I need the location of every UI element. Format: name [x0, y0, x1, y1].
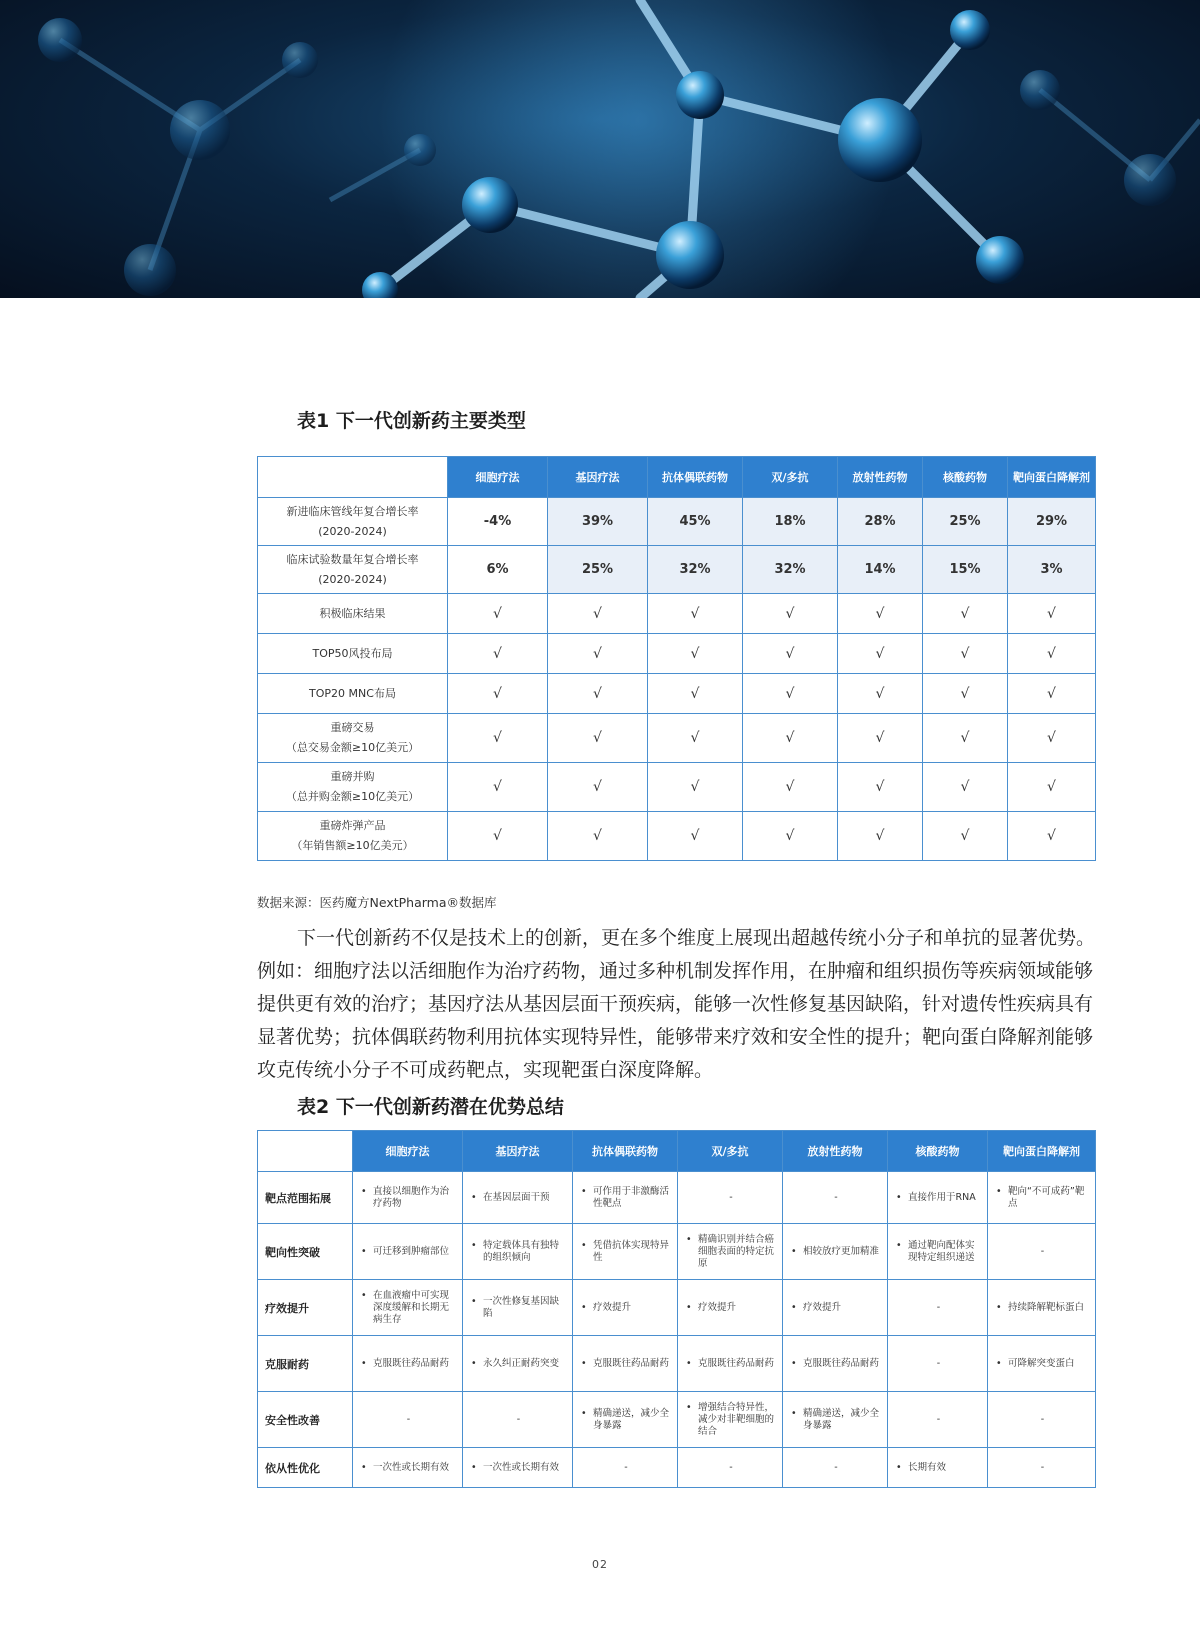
- bullet-icon: •: [686, 1233, 692, 1245]
- bullet-icon: •: [361, 1245, 367, 1257]
- table2-cell-text: 直接作用于RNA: [908, 1191, 976, 1203]
- table2-cell-text: 精确递送，减少全身暴露: [593, 1407, 670, 1431]
- table2-cell: [573, 1280, 678, 1336]
- table2-cell: -: [678, 1448, 783, 1488]
- table2-row: [258, 1392, 1096, 1448]
- table1-col-header: 靶向蛋白降解剂: [1008, 457, 1096, 498]
- bullet-icon: •: [896, 1461, 902, 1473]
- table2-bullet-item: [471, 1192, 566, 1204]
- table1-row-label-line: (2020-2024): [318, 572, 387, 586]
- table2-bullet-item: [471, 1462, 566, 1474]
- table2-row-label: 疗效提升: [258, 1280, 353, 1336]
- table1-cell: √: [838, 594, 923, 634]
- table2-cell-text: 可迁移到肿瘤部位: [373, 1245, 450, 1257]
- bullet-icon: •: [361, 1185, 367, 1197]
- table1-row-label-line: 新进临床管线年复合增长率: [286, 504, 419, 518]
- table2-cell: [988, 1172, 1096, 1224]
- table2-cell-text: 可作用于非激酶活性靶点: [593, 1185, 670, 1209]
- table1-row-label-line: 重磅交易: [330, 721, 375, 734]
- table2-row-label: 靶向性突破: [258, 1224, 353, 1280]
- table1-cell: √: [923, 812, 1008, 861]
- table2-cell: [783, 1336, 888, 1392]
- table2-cell: [463, 1172, 573, 1224]
- table1-cell: 45%: [648, 498, 743, 546]
- table2-col-header: 放射性药物: [783, 1131, 888, 1172]
- table2-cell: -: [463, 1392, 573, 1448]
- table2-cell-text: 疗效提升: [698, 1301, 737, 1313]
- table1-row-label-line: （总并购金额≥10亿美元）: [285, 790, 420, 803]
- table2-bullet-item: [581, 1302, 671, 1314]
- table1-cell: √: [1008, 763, 1096, 812]
- table2-col-header: 基因疗法: [463, 1131, 573, 1172]
- table2-cell: -: [783, 1172, 888, 1224]
- table2-bullet-item: [791, 1302, 881, 1314]
- table2-col-header: 抗体偶联药物: [573, 1131, 678, 1172]
- table2-cell: [463, 1280, 573, 1336]
- table2-bullet-item: [581, 1408, 671, 1432]
- table2-row: [258, 1172, 1096, 1224]
- table1-row-label: [258, 498, 448, 546]
- table2-cell-text: 增强结合特异性，减少对非靶细胞的结合: [698, 1401, 775, 1437]
- table1-cell: √: [743, 714, 838, 763]
- table1-cell: √: [923, 634, 1008, 674]
- bullet-icon: •: [686, 1357, 692, 1369]
- table1-cell: √: [648, 674, 743, 714]
- table1-cell: 29%: [1008, 498, 1096, 546]
- table1-cell: √: [838, 763, 923, 812]
- table2-cell: [888, 1448, 988, 1488]
- table2-cell-text: 在血液瘤中可实现深度缓解和长期无病生存: [373, 1289, 450, 1325]
- table2-cell: [783, 1392, 888, 1448]
- table2-bullet-item: [791, 1408, 881, 1432]
- table1-cell: √: [838, 812, 923, 861]
- table2-cell-text: 可降解突变蛋白: [1008, 1357, 1075, 1369]
- table2-advantages-summary: [257, 1130, 1096, 1488]
- table1-row-label-line: 重磅并购: [330, 770, 375, 783]
- table1-cell: √: [448, 594, 548, 634]
- table1-cell: 18%: [743, 498, 838, 546]
- table2-cell: [783, 1224, 888, 1280]
- table1-row-label-line: (2020-2024): [318, 524, 387, 538]
- table2-bullet-item: [686, 1402, 776, 1438]
- table1-row: [258, 546, 1096, 594]
- table2-cell: [678, 1224, 783, 1280]
- bullet-icon: •: [471, 1357, 477, 1369]
- table2-cell-text: 特定载体具有独特的组织倾向: [483, 1239, 560, 1263]
- table1-cell: √: [1008, 594, 1096, 634]
- table1-cell: √: [923, 714, 1008, 763]
- table2-cell-text: 一次性或长期有效: [373, 1461, 450, 1473]
- table2-cell: [353, 1280, 463, 1336]
- table2-cell-text: 克服既往药品耐药: [698, 1357, 775, 1369]
- table2-row: [258, 1448, 1096, 1488]
- table2-row: [258, 1336, 1096, 1392]
- bullet-icon: •: [581, 1301, 587, 1313]
- table1-cell: √: [838, 714, 923, 763]
- table2-bullet-item: [896, 1462, 981, 1474]
- table1-title: 表1 下一代创新药主要类型: [297, 410, 526, 432]
- table1-cell: √: [923, 763, 1008, 812]
- table1-cell: √: [1008, 714, 1096, 763]
- table2-cell-text: 疗效提升: [593, 1301, 632, 1313]
- table2-bullet-item: [791, 1358, 881, 1370]
- table2-cell: [463, 1448, 573, 1488]
- table1-cell: √: [548, 634, 648, 674]
- table1-cell: √: [1008, 674, 1096, 714]
- table2-cell-text: 精确递送，减少全身暴露: [803, 1407, 880, 1431]
- molecule-banner-image: [0, 0, 1200, 298]
- table1-row: [258, 498, 1096, 546]
- bullet-icon: •: [581, 1407, 587, 1419]
- table2-row: [258, 1280, 1096, 1336]
- table2-bullet-item: [996, 1186, 1089, 1210]
- table1-row-label-line: TOP50风投布局: [312, 646, 393, 660]
- table2-cell-text: 永久纠正耐药突变: [483, 1357, 560, 1369]
- table2-cell: -: [888, 1336, 988, 1392]
- table1-cell: √: [648, 594, 743, 634]
- table2-bullet-item: [686, 1234, 776, 1270]
- bullet-icon: •: [686, 1301, 692, 1313]
- table2-cell: [573, 1224, 678, 1280]
- table2-bullet-item: [686, 1302, 776, 1314]
- table2-cell: [353, 1224, 463, 1280]
- table1-row-label-line: 临床试验数量年复合增长率: [286, 552, 419, 566]
- table2-cell-text: 一次性或长期有效: [483, 1461, 560, 1473]
- table1-row: [258, 634, 1096, 674]
- bullet-icon: •: [361, 1289, 367, 1301]
- table2-bullet-item: [361, 1462, 456, 1474]
- table1-cell: 25%: [548, 546, 648, 594]
- table2-cell: [353, 1448, 463, 1488]
- table1-row-label: [258, 763, 448, 812]
- table2-cell: [573, 1392, 678, 1448]
- table1-row: [258, 594, 1096, 634]
- table1-row-label-line: （总交易金额≥10亿美元）: [285, 741, 420, 754]
- table1-cell: √: [448, 763, 548, 812]
- table1-cell: √: [1008, 812, 1096, 861]
- table1-cell: 6%: [448, 546, 548, 594]
- table2-title: 表2 下一代创新药潜在优势总结: [297, 1096, 564, 1118]
- table2-cell-text: 克服既往药品耐药: [803, 1357, 880, 1369]
- table2-bullet-item: [686, 1358, 776, 1370]
- table1-corner: [258, 457, 448, 498]
- table2-bullet-item: [471, 1358, 566, 1370]
- body-paragraph: 下一代创新药不仅是技术上的创新，更在多个维度上展现出超越传统小分子和单抗的显著优势。例如：细胞疗法以活细胞作为治疗药物，通过多种机制发挥作用，在肿瘤和组织损伤等疾病领域能够提供更有效的治疗；基因疗法从基因层面干预疾病，能够一次性修复基因缺陷，针对遗传性疾病具有显著优势；抗体偶联药物利用抗体实现特异性，能够带来疗效和安全性的提升；靶向蛋白降解剂能够攻克传统小分子不可成药靶点，实现靶蛋白深度降解。: [257, 927, 1096, 1081]
- data-source-note: 数据来源：医药魔方NextPharma®数据库: [257, 895, 497, 910]
- table2-cell-text: 直接以细胞作为治疗药物: [373, 1185, 450, 1209]
- table1-cell: √: [548, 594, 648, 634]
- table1-next-gen-drug-types: [257, 456, 1096, 861]
- table1-row: [258, 812, 1096, 861]
- table1-cell: √: [448, 812, 548, 861]
- table2-cell: [678, 1392, 783, 1448]
- table1-row-label: [258, 714, 448, 763]
- table1-cell: √: [923, 674, 1008, 714]
- table2-bullet-item: [581, 1240, 671, 1264]
- bullet-icon: •: [791, 1357, 797, 1369]
- table1-cell: √: [923, 594, 1008, 634]
- table2-cell: [463, 1336, 573, 1392]
- table1-col-header: 放射性药物: [838, 457, 923, 498]
- table2-cell: -: [888, 1280, 988, 1336]
- table2-row-label: 安全性改善: [258, 1392, 353, 1448]
- table2-bullet-item: [896, 1240, 981, 1264]
- table2-cell: -: [678, 1172, 783, 1224]
- table2-bullet-item: [471, 1296, 566, 1320]
- table2-cell-text: 靶向“不可成药”靶点: [1008, 1185, 1085, 1209]
- table1-cell: 3%: [1008, 546, 1096, 594]
- bullet-icon: •: [791, 1245, 797, 1257]
- table1-cell: √: [648, 714, 743, 763]
- table1-row-label: [258, 674, 448, 714]
- table2-cell: [988, 1280, 1096, 1336]
- table2-bullet-item: [581, 1358, 671, 1370]
- table2-cell: -: [888, 1392, 988, 1448]
- table1-row: [258, 714, 1096, 763]
- bullet-icon: •: [361, 1461, 367, 1473]
- table2-cell: [678, 1336, 783, 1392]
- table2-bullet-item: [581, 1186, 671, 1210]
- table2-bullet-item: [361, 1246, 456, 1258]
- table2-cell: -: [353, 1392, 463, 1448]
- table2-bullet-item: [361, 1358, 456, 1370]
- table2-cell: [573, 1172, 678, 1224]
- table2-cell-text: 相较放疗更加精准: [803, 1245, 880, 1257]
- table1-cell: √: [743, 634, 838, 674]
- table2-cell: -: [988, 1392, 1096, 1448]
- table2-bullet-item: [896, 1192, 981, 1204]
- page-number: 02: [592, 1558, 608, 1571]
- table1-cell: √: [548, 714, 648, 763]
- table2-corner: [258, 1131, 353, 1172]
- table2-col-header: 靶向蛋白降解剂: [988, 1131, 1096, 1172]
- table1-row-label-line: （年销售额≥10亿美元）: [291, 839, 414, 852]
- table2-col-header: 细胞疗法: [353, 1131, 463, 1172]
- bullet-icon: •: [996, 1185, 1002, 1197]
- table2-cell: -: [988, 1224, 1096, 1280]
- table1-cell: √: [648, 634, 743, 674]
- table1-cell: √: [838, 674, 923, 714]
- table1-cell: √: [1008, 634, 1096, 674]
- table1-row-label: [258, 634, 448, 674]
- bullet-icon: •: [896, 1239, 902, 1251]
- table1-cell: 39%: [548, 498, 648, 546]
- bullet-icon: •: [471, 1295, 477, 1307]
- table2-bullet-item: [361, 1186, 456, 1210]
- table1-row-label: [258, 812, 448, 861]
- table1-cell: 28%: [838, 498, 923, 546]
- table1-cell: √: [648, 812, 743, 861]
- bullet-icon: •: [581, 1239, 587, 1251]
- table2-cell: [678, 1280, 783, 1336]
- table2-cell-text: 一次性修复基因缺陷: [483, 1295, 560, 1319]
- table1-cell: 15%: [923, 546, 1008, 594]
- bullet-icon: •: [996, 1301, 1002, 1313]
- table1-cell: 32%: [648, 546, 743, 594]
- bullet-icon: •: [686, 1401, 692, 1413]
- table1-row-label: [258, 546, 448, 594]
- table2-cell: -: [573, 1448, 678, 1488]
- table1-row-label-line: 积极临床结果: [319, 606, 386, 620]
- table2-bullet-item: [791, 1246, 881, 1258]
- table2-cell-text: 精确识别并结合癌细胞表面的特定抗原: [698, 1233, 775, 1269]
- table2-cell: [988, 1336, 1096, 1392]
- table2-cell: [783, 1280, 888, 1336]
- table1-cell: √: [743, 812, 838, 861]
- table1-cell: √: [743, 594, 838, 634]
- table1-cell: 32%: [743, 546, 838, 594]
- table2-cell-text: 长期有效: [908, 1461, 947, 1473]
- table2-cell-text: 克服既往药品耐药: [593, 1357, 670, 1369]
- table2-bullet-item: [996, 1358, 1089, 1370]
- bullet-icon: •: [896, 1191, 902, 1203]
- table1-cell: √: [548, 763, 648, 812]
- table1-cell: 25%: [923, 498, 1008, 546]
- table1-col-header: 细胞疗法: [448, 457, 548, 498]
- table2-cell-text: 疗效提升: [803, 1301, 842, 1313]
- table2-cell: [888, 1172, 988, 1224]
- bullet-icon: •: [471, 1461, 477, 1473]
- table1-row-label-line: TOP20 MNC布局: [309, 686, 396, 700]
- table2-row-label: 依从性优化: [258, 1448, 353, 1488]
- table1-col-header: 基因疗法: [548, 457, 648, 498]
- table2-cell-text: 在基因层面干预: [483, 1191, 550, 1203]
- table1-cell: 14%: [838, 546, 923, 594]
- table2-cell: [353, 1172, 463, 1224]
- table1-row-label-line: 重磅炸弹产品: [319, 819, 386, 832]
- table2-col-header: 双/多抗: [678, 1131, 783, 1172]
- table2-cell-text: 克服既往药品耐药: [373, 1357, 450, 1369]
- table2-cell-text: 通过靶向配体实现特定组织递送: [908, 1239, 975, 1263]
- table2-bullet-item: [471, 1240, 566, 1264]
- bullet-icon: •: [791, 1301, 797, 1313]
- table1-col-header: 核酸药物: [923, 457, 1008, 498]
- table2-cell: [573, 1336, 678, 1392]
- bullet-icon: •: [581, 1357, 587, 1369]
- table1-cell: √: [448, 714, 548, 763]
- table1-cell: √: [743, 674, 838, 714]
- table2-bullet-item: [996, 1302, 1089, 1314]
- table2-row: [258, 1224, 1096, 1280]
- bullet-icon: •: [471, 1239, 477, 1251]
- bullet-icon: •: [791, 1407, 797, 1419]
- table1-cell: √: [648, 763, 743, 812]
- table2-cell: -: [988, 1448, 1096, 1488]
- table1-col-header: 双/多抗: [743, 457, 838, 498]
- table2-cell: [353, 1336, 463, 1392]
- bullet-icon: •: [361, 1357, 367, 1369]
- table1-row-label: [258, 594, 448, 634]
- table1-cell: √: [548, 674, 648, 714]
- table2-row-label: 克服耐药: [258, 1336, 353, 1392]
- table1-col-header: 抗体偶联药物: [648, 457, 743, 498]
- table1-row: [258, 763, 1096, 812]
- table1-cell: √: [838, 634, 923, 674]
- table2-cell: -: [783, 1448, 888, 1488]
- bullet-icon: •: [471, 1191, 477, 1203]
- table2-row-label: 靶点范围拓展: [258, 1172, 353, 1224]
- table2-cell: [463, 1224, 573, 1280]
- table1-row: [258, 674, 1096, 714]
- bullet-icon: •: [581, 1185, 587, 1197]
- table2-cell-text: 持续降解靶标蛋白: [1008, 1301, 1085, 1313]
- table1-cell: √: [448, 674, 548, 714]
- table2-col-header: 核酸药物: [888, 1131, 988, 1172]
- table1-cell: √: [743, 763, 838, 812]
- bullet-icon: •: [996, 1357, 1002, 1369]
- table2-bullet-item: [361, 1290, 456, 1326]
- table1-cell: √: [548, 812, 648, 861]
- table2-cell-text: 凭借抗体实现特异性: [593, 1239, 670, 1263]
- table1-cell: -4%: [448, 498, 548, 546]
- table2-cell: [888, 1224, 988, 1280]
- table1-cell: √: [448, 634, 548, 674]
